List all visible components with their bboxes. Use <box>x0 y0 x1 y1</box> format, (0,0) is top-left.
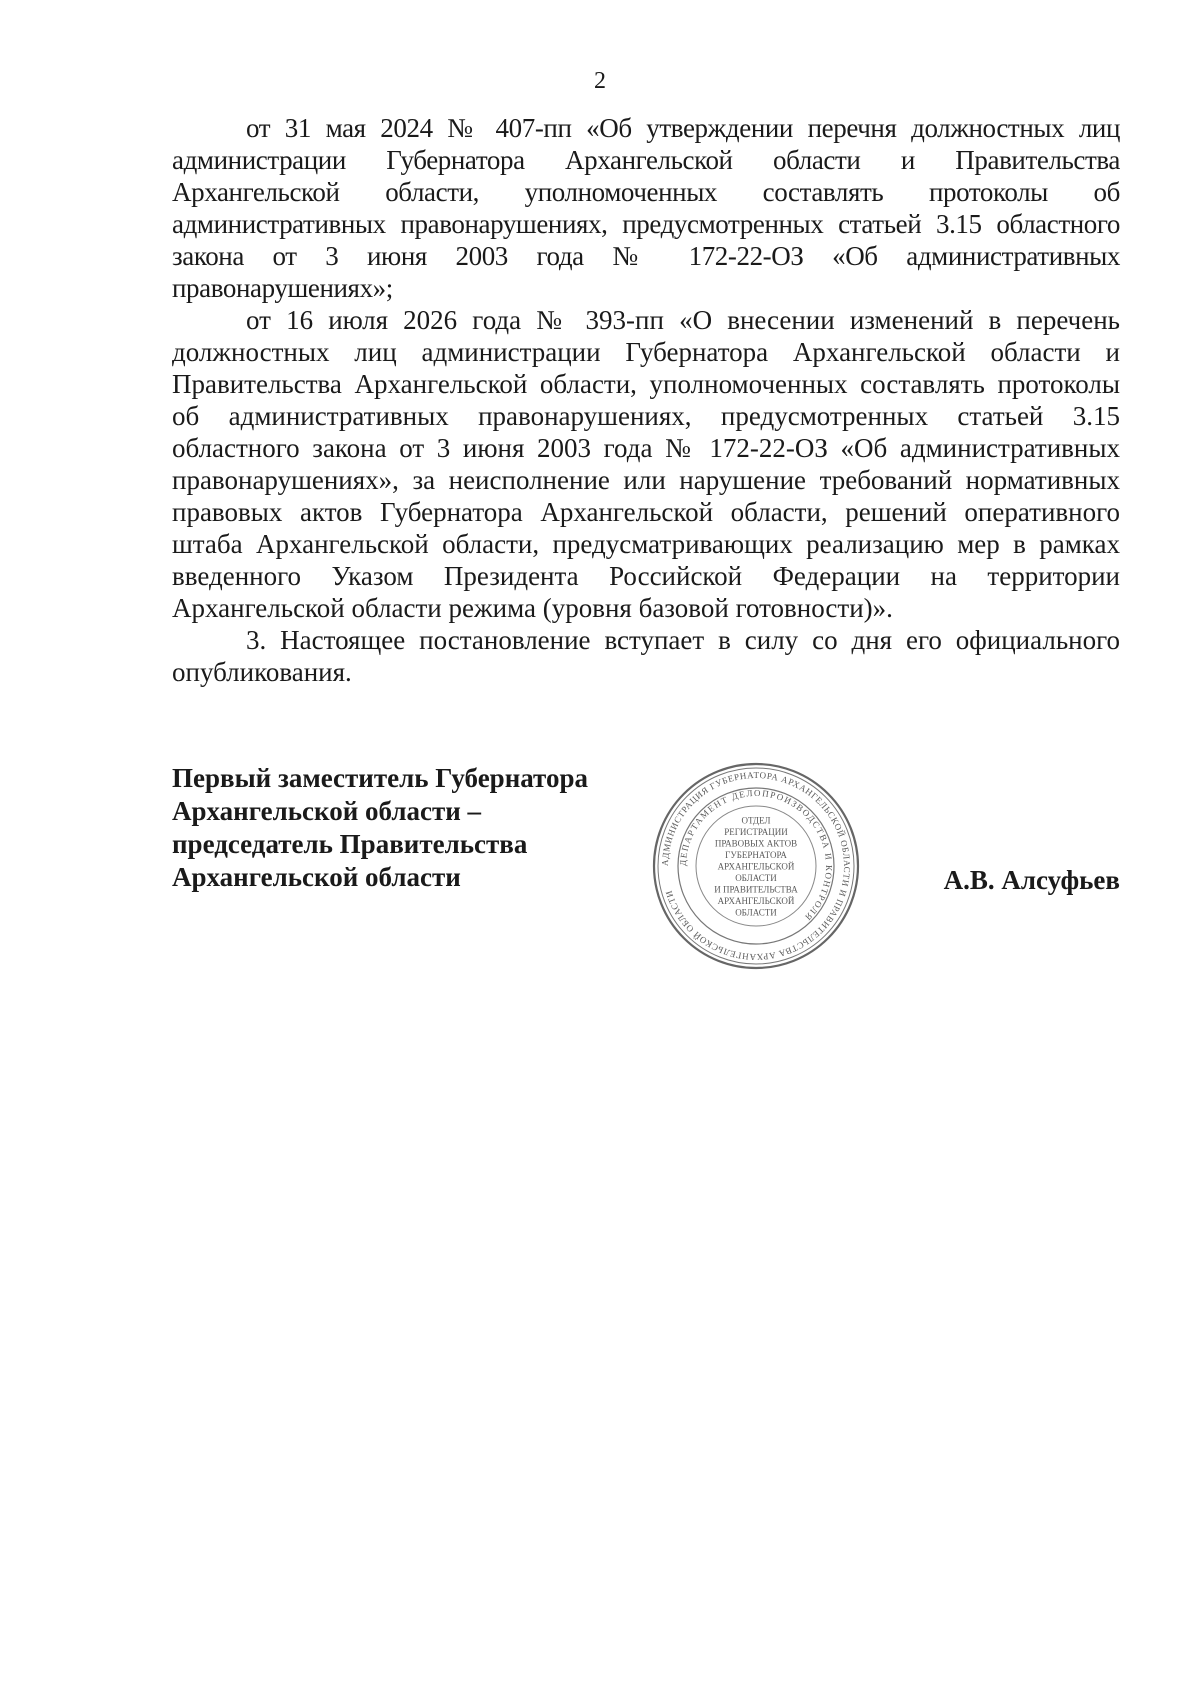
svg-text:АДМИНИСТРАЦИЯ ГУБЕРНАТОРА АРХА: АДМИНИСТРАЦИЯ ГУБЕРНАТОРА АРХАНГЕЛЬСКОЙ ОБЛАСТИ И ПРАВИТЕЛЬСТВА АРХАНГЕЛЬСКОЙ ОБЛАСТИ <box>659 769 853 963</box>
seal-center-line: ГУБЕРНАТОРА <box>725 850 787 860</box>
page-number: 2 <box>594 68 606 94</box>
svg-text:ДЕПАРТАМЕНТ ДЕЛОПРОИЗВОДСТВА И: ДЕПАРТАМЕНТ ДЕЛОПРОИЗВОДСТВА И КОНТРОЛЯ <box>677 787 835 924</box>
signature-block <box>172 760 1120 980</box>
seal-center-line: ОТДЕЛ <box>741 815 771 826</box>
seal-center-line: ОБЛАСТИ <box>735 907 777 918</box>
document-body <box>172 112 1120 688</box>
position-line: Архангельской области <box>172 862 461 892</box>
paragraph-decree-407: от 31 мая 2024 № 407-пп «Об утверждении перечня должностных лиц администрации Губернатора Архангельской области и Правительства Архангельской области, уполномоченных составлять протоколы об административных правонарушениях, предусмотренных статьей 3.15 областного закона от 3 июня 2003 года № 172-22-ОЗ «Об административных правонарушениях»; <box>172 113 1120 303</box>
seal-center-line: ПРАВОВЫХ АКТОВ <box>714 838 798 849</box>
official-seal-icon <box>650 760 862 972</box>
seal-center-line: РЕГИСТРАЦИИ <box>724 827 788 837</box>
paragraph-effective-date: 3. Настоящее постановление вступает в силу со дня его официального опубликования. <box>172 625 1120 687</box>
seal-center-line: АРХАНГЕЛЬСКОЙ <box>717 861 795 872</box>
signatory-position <box>172 762 588 894</box>
seal-center-line: И ПРАВИТЕЛЬСТВА <box>714 884 798 895</box>
position-line: Первый заместитель Губернатора <box>172 763 588 793</box>
signatory-name: А.В. Алсуфьев <box>943 865 1120 895</box>
seal-center-line: ОБЛАСТИ <box>735 873 777 883</box>
paragraph-decree-393: от 16 июля 2026 года № 393-пп «О внесении изменений в перечень должностных лиц администрации Губернатора Архангельской области и Правительства Архангельской области, уполномоченных составлять протоколы об административных правонарушениях, предусмотренных статьей 3.15 областного закона от 3 июня 2003 года № 172-22-ОЗ «Об административных правонарушениях», за неисполнение или нарушение требований нормативных правовых актов Губернатора Архангельской области, решений оперативного штаба Архангельской области, предусматривающих реализацию мер в рамках введенного Указом Президента Российской Федерации на территории Архангельской области режима (уровня базовой готовности)». <box>172 305 1120 623</box>
seal-center-line: АРХАНГЕЛЬСКОЙ <box>717 896 795 906</box>
position-line: председатель Правительства <box>172 829 528 859</box>
position-line: Архангельской области – <box>172 796 482 826</box>
